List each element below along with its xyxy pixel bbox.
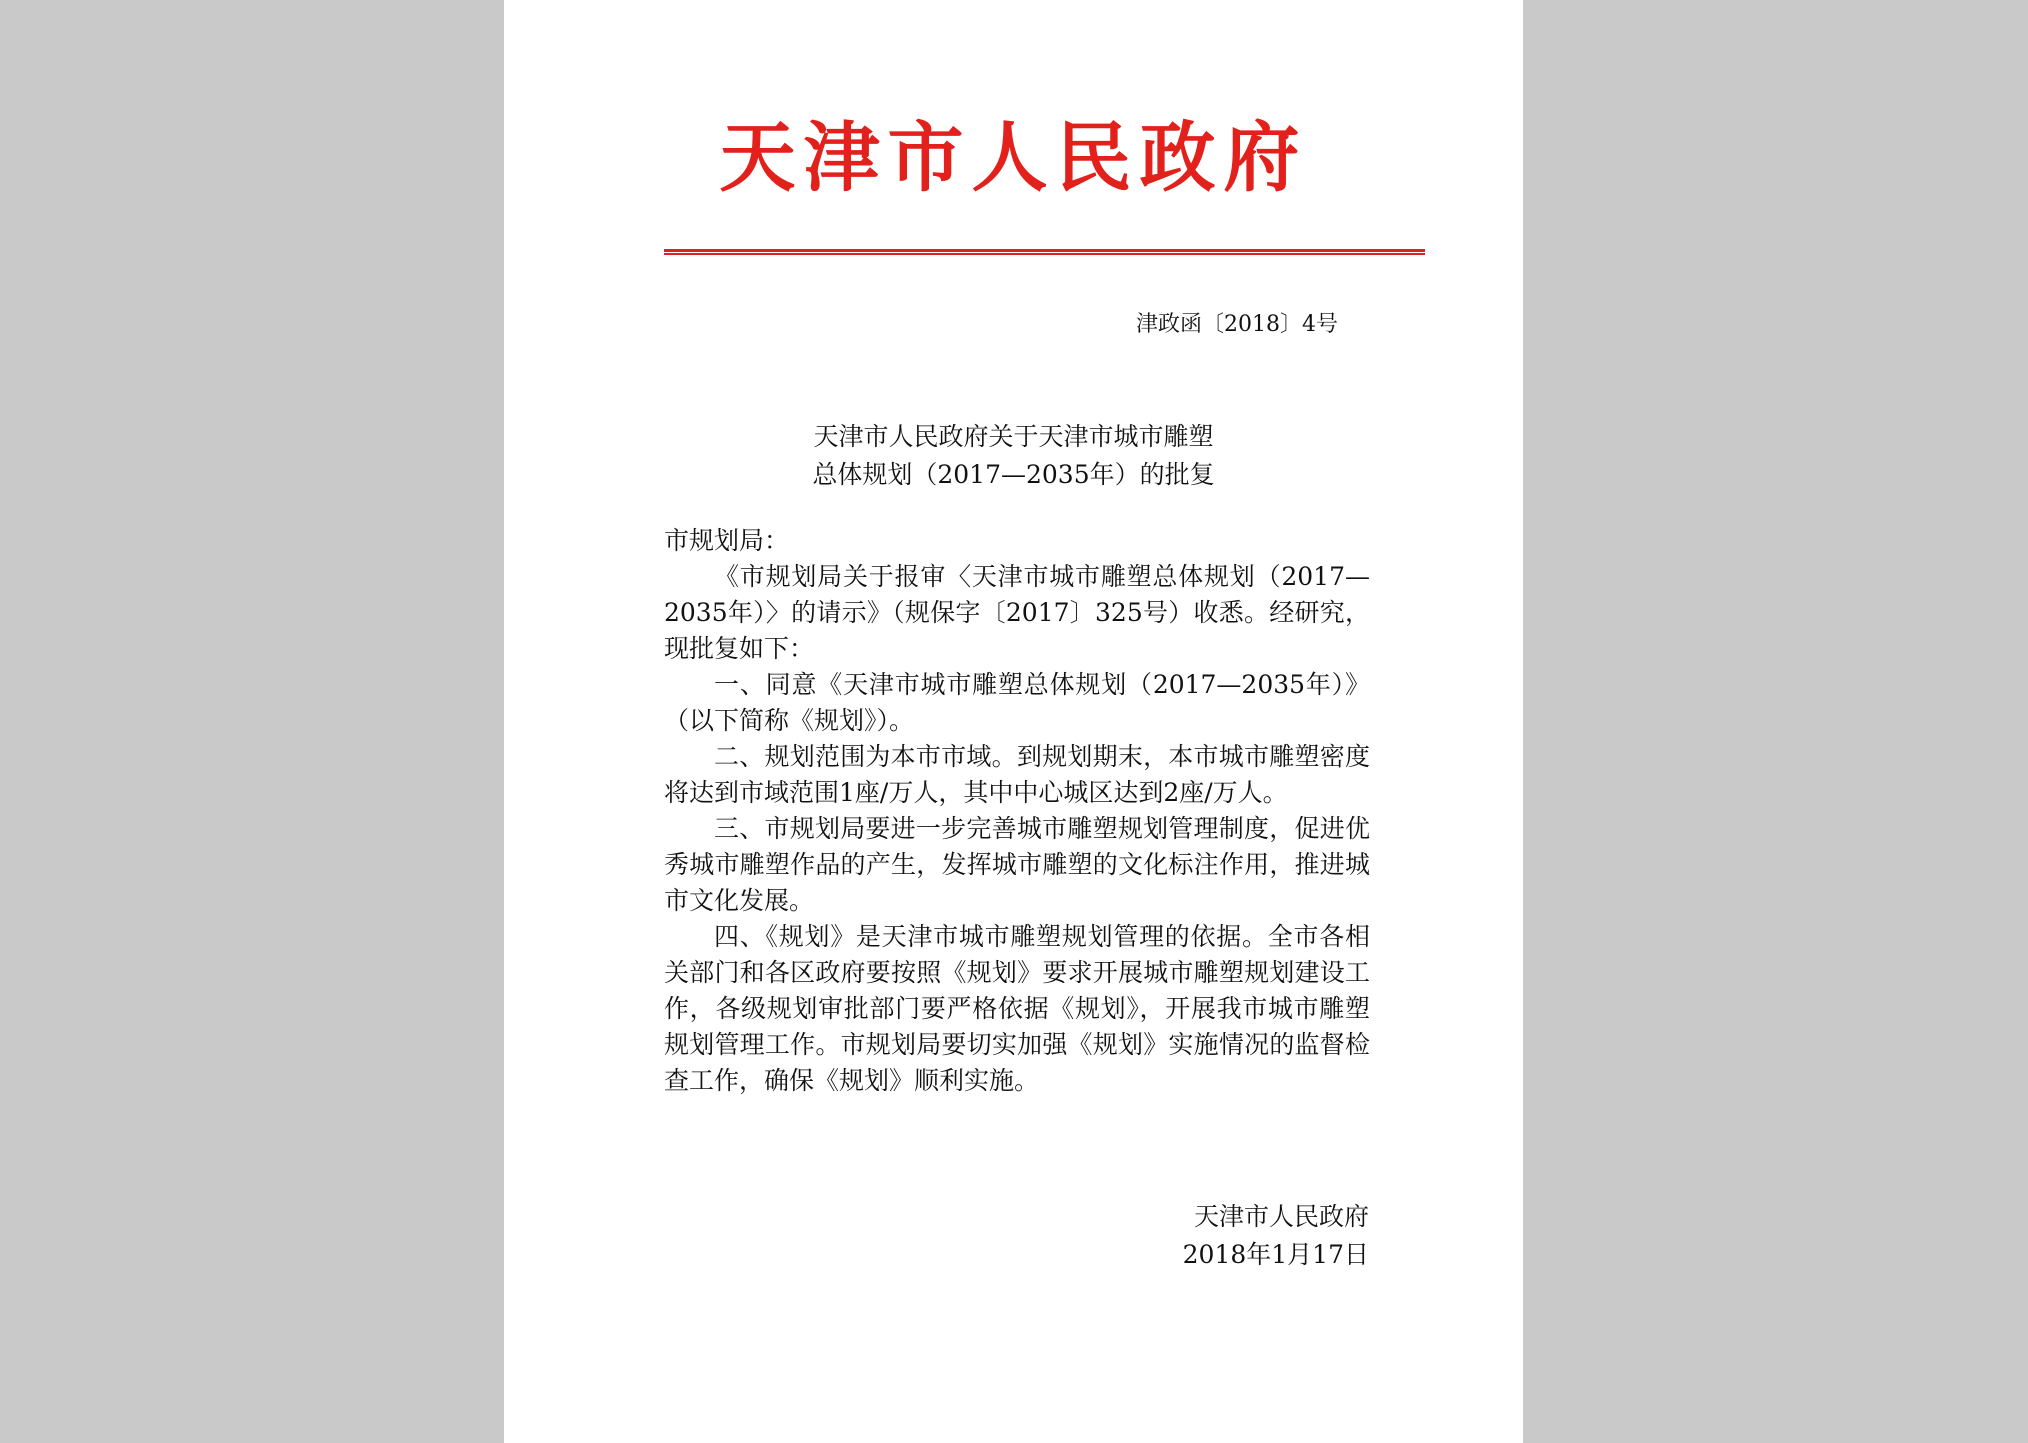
paragraph-item-1: 一、同意《天津市城市雕塑总体规划（2017—2035年）》（以下简称《规划》）。: [664, 670, 1370, 735]
document-title-line-1: 天津市人民政府关于天津市城市雕塑: [813, 422, 1214, 451]
paragraph-item-2: 二、规划范围为本市市域。到规划期末，本市城市雕塑密度将达到市域范围1座/万人，其中中心城区达到2座/万人。: [664, 742, 1370, 807]
document-body: [664, 523, 1370, 1099]
red-header-rule: [664, 249, 1425, 255]
salutation: 市规划局：: [664, 526, 790, 555]
paragraph-intro: 《市规划局关于报审〈天津市城市雕塑总体规划（2017—2035年）〉的请示》（规保字〔2017〕325号）收悉。经研究，现批复如下：: [664, 562, 1370, 663]
document-page: [504, 0, 1523, 1443]
document-number: 津政函〔2018〕4号: [1136, 312, 1338, 337]
signature-org: 天津市人民政府: [1193, 1202, 1369, 1231]
signature-date: 2018年1月17日: [1182, 1240, 1369, 1269]
document-title-line-2: 总体规划（2017—2035年）的批复: [812, 460, 1215, 489]
paragraph-item-4: 四、《规划》是天津市城市雕塑规划管理的依据。全市各相关部门和各区政府要按照《规划》要求开展城市雕塑规划建设工作，各级规划审批部门要严格依据《规划》，开展我市城市雕塑规划管理工作。市规划局要切实加强《规划》实施情况的监督检查工作，确保《规划》顺利实施。: [664, 922, 1370, 1095]
paragraph-item-3: 三、市规划局要进一步完善城市雕塑规划管理制度，促进优秀城市雕塑作品的产生，发挥城市雕塑的文化标注作用，推进城市文化发展。: [664, 814, 1370, 915]
issuer-header: 天津市人民政府: [719, 113, 1308, 202]
signature-block: [1183, 1198, 1369, 1274]
document-title: [504, 418, 1523, 494]
